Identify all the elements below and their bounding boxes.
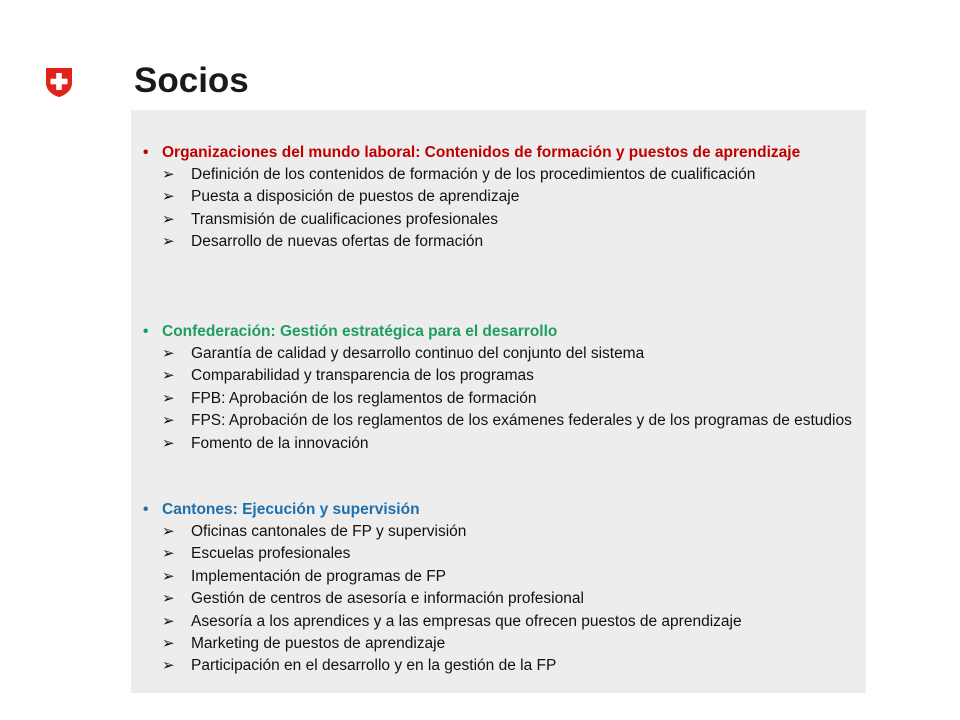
list-item: ➢ Fomento de la innovación [131,433,866,455]
arrow-bullet-icon: ➢ [162,434,175,452]
list-item: ➢ Escuelas profesionales [131,543,866,565]
list-item: ➢ Participación en el desarrollo y en la gestión de la FP [131,655,866,677]
arrow-bullet-icon: ➢ [162,188,175,206]
arrow-bullet-icon: ➢ [162,389,175,407]
arrow-bullet-icon: ➢ [162,657,175,675]
content-panel [131,110,866,693]
arrow-bullet-icon: ➢ [162,166,175,183]
arrow-bullet-icon: ➢ [162,523,175,540]
arrow-bullet-icon: ➢ [162,233,175,251]
list-item: ➢ Desarrollo de nuevas ofertas de formación [131,231,866,253]
page-title: Socios [134,61,249,100]
section-heading: • Cantones: Ejecución y supervisión [131,498,866,521]
list-item: ➢ Comparabilidad y transparencia de los programas [131,365,866,387]
list-item: ➢ FPB: Aprobación de los reglamentos de formación [131,388,866,410]
bullet-icon: • [143,501,149,518]
list-item: ➢ Asesoría a los aprendices y a las empresas que ofrecen puestos de aprendizaje [131,611,866,633]
arrow-bullet-icon: ➢ [162,367,175,385]
arrow-bullet-icon: ➢ [162,210,175,228]
section-heading: • Organizaciones del mundo laboral: Contenidos de formación y puestos de aprendizaje [131,141,866,164]
list-item: ➢ Oficinas cantonales de FP y supervisión [131,521,866,543]
arrow-bullet-icon: ➢ [162,345,175,362]
list-item: ➢ Definición de los contenidos de formación y de los procedimientos de cualificación [131,164,866,186]
section-heading: • Confederación: Gestión estratégica para el desarrollo [131,320,866,343]
list-item: ➢ FPS: Aprobación de los reglamentos de los exámenes federales y de los programas de estudios [131,410,866,432]
arrow-bullet-icon: ➢ [162,567,175,585]
list-item: ➢ Puesta a disposición de puestos de aprendizaje [131,186,866,208]
arrow-bullet-icon: ➢ [162,590,175,608]
arrow-bullet-icon: ➢ [162,635,175,653]
list-item: ➢ Transmisión de cualificaciones profesionales [131,209,866,231]
bullet-icon: • [143,144,149,161]
swiss-shield-logo [44,66,74,98]
arrow-bullet-icon: ➢ [162,612,175,630]
bullet-icon: • [143,323,149,340]
arrow-bullet-icon: ➢ [162,412,175,430]
section-cantones [131,498,866,678]
list-item: ➢ Gestión de centros de asesoría e información profesional [131,588,866,610]
list-item: ➢ Garantía de calidad y desarrollo continuo del conjunto del sistema [131,343,866,365]
section-confederacion [131,320,866,455]
arrow-bullet-icon: ➢ [162,545,175,563]
list-item: ➢ Marketing de puestos de aprendizaje [131,633,866,655]
section-organizaciones [131,141,866,254]
list-item: ➢ Implementación de programas de FP [131,566,866,588]
